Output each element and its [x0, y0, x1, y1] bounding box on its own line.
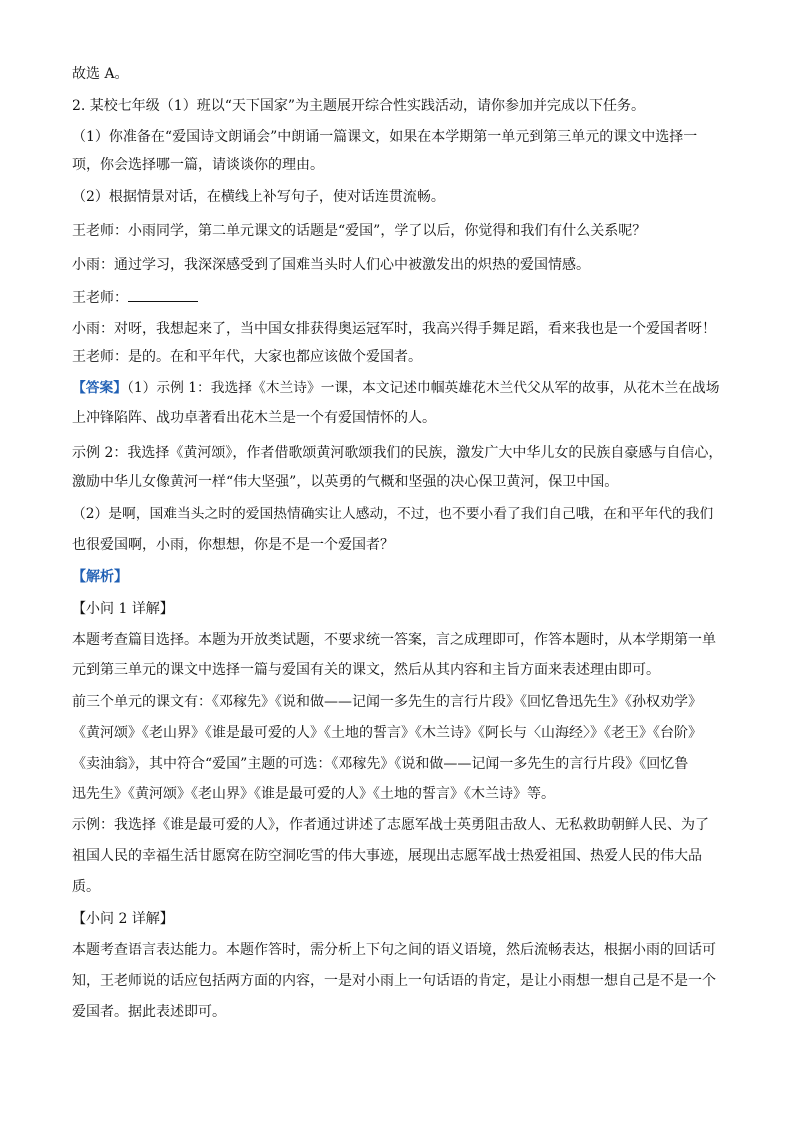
dialogue-line: 小雨：通过学习，我深深感受到了国难当头时人们心中被激发出的炽热的爱国情感。: [72, 257, 590, 273]
text-line: 《黄河颂》《老山界》《谁是最可爱的人》《土地的誓言》《木兰诗》《阿长与〈山海经〉》《老王》《台阶》: [72, 725, 702, 741]
text-line: 质。: [72, 879, 100, 895]
text-line: （2）是啊，国难当头之时的爱国热情确实让人感动，不过，也不要小看了我们自己哦，在和平年代的我们: [72, 506, 714, 522]
question-2-sub-2: （2）根据情景对话，在横线上补写句子，使对话连贯流畅。: [72, 189, 445, 205]
text-line: 迅先生》《黄河颂》《老山界》《谁是最可爱的人》《土地的誓言》《木兰诗》等。: [72, 786, 555, 802]
question-2-stem: 2. 某校七年级（1）班以“天下国家”为主题展开综合性实践活动，请你参加并完成以下任务。: [72, 98, 646, 114]
text-line: 祖国人民的幸福生活甘愿窝在防空洞吃雪的伟大事迹，展现出志愿军战士热爱祖国、热爱人民的伟大品: [72, 848, 702, 864]
text-line: 前三个单元的课文有：《邓稼先》《说和做——记闻一多先生的言行片段》《回忆鲁迅先生》《孙权劝学》: [72, 694, 702, 710]
text-line: 上冲锋陷阵、战功卓著看出花木兰是一个有爱国情怀的人。: [72, 410, 436, 426]
analysis-heading: 【解析】: [72, 569, 128, 585]
sub-question-2-heading: 【小问 2 详解】: [72, 911, 174, 927]
text-line: 故选 A。: [72, 66, 129, 82]
text-line: 《卖油翁》，其中符合“爱国”主题的可选：《邓稼先》《说和做——记闻一多先生的言行片段》《回忆鲁: [72, 756, 689, 772]
analysis-label: [72, 567, 722, 589]
dialogue-line: 王老师：是的。在和平年代，大家也都应该做个爱国者。: [72, 349, 422, 365]
text-line: 激励中华儿女像黄河一样“伟大坚强”，以英勇的气概和坚强的决心保卫黄河，保卫中国。: [72, 474, 619, 490]
text-line: 元到第三单元的课文中选择一篇与爱国有关的课文，然后从其内容和主旨方面来表述理由即可。: [72, 662, 660, 678]
text-line: 也很爱国啊，小雨，你想想，你是不是一个爱国者？: [72, 537, 394, 553]
text-line: 本题考查篇目选择。本题为开放类试题，不要求统一答案，言之成理即可，作答本题时，从本学期第一单: [72, 632, 716, 648]
speaker-label: 王老师：: [72, 290, 128, 306]
text-line: 爱国者。据此表述即可。: [72, 1004, 226, 1020]
text-line: 知，王老师说的话应包括两方面的内容，一是对小雨上一句话语的肯定，是让小雨想一想自己是不是一个: [72, 973, 716, 989]
text-line: 示例 2：我选择《黄河颂》，作者借歌颂黄河歌颂我们的民族，激发广大中华儿女的民族自豪感与自信心，: [72, 445, 722, 461]
fill-blank: [128, 287, 198, 302]
answer-line: [72, 378, 722, 400]
answer-label: 【答案】: [72, 380, 128, 396]
text-line: 本题考查语言表达能力。本题作答时，需分析上下句之间的语义语境，然后流畅表达，根据小雨的回话可: [72, 942, 716, 958]
dialogue-line-blank: [72, 287, 722, 309]
question-2-sub-1: （1）你准备在“爱国诗文朗诵会”中朗诵一篇课文，如果在本学期第一单元到第三单元的课文中选择一: [72, 129, 698, 145]
text-line: 项，你会选择哪一篇，请谈谈你的理由。: [72, 157, 324, 173]
dialogue-line: 小雨：对呀，我想起来了，当中国女排获得奥运冠军时，我高兴得手舞足蹈，看来我也是一个爱国者呀！: [72, 321, 716, 337]
text-line: 示例：我选择《谁是最可爱的人》，作者通过讲述了志愿军战士英勇阻击敌人、无私救助朝鲜人民、为了: [72, 817, 709, 833]
answer-text: （1）示例 1：我选择《木兰诗》一课，本文记述巾帼英雄花木兰代父从军的故事，从花木兰在战场: [127, 380, 720, 396]
dialogue-line: 王老师：小雨同学，第二单元课文的话题是“爱国”，学了以后，你觉得和我们有什么关系呢？: [72, 223, 647, 239]
sub-question-1-heading: 【小问 1 详解】: [72, 601, 174, 617]
